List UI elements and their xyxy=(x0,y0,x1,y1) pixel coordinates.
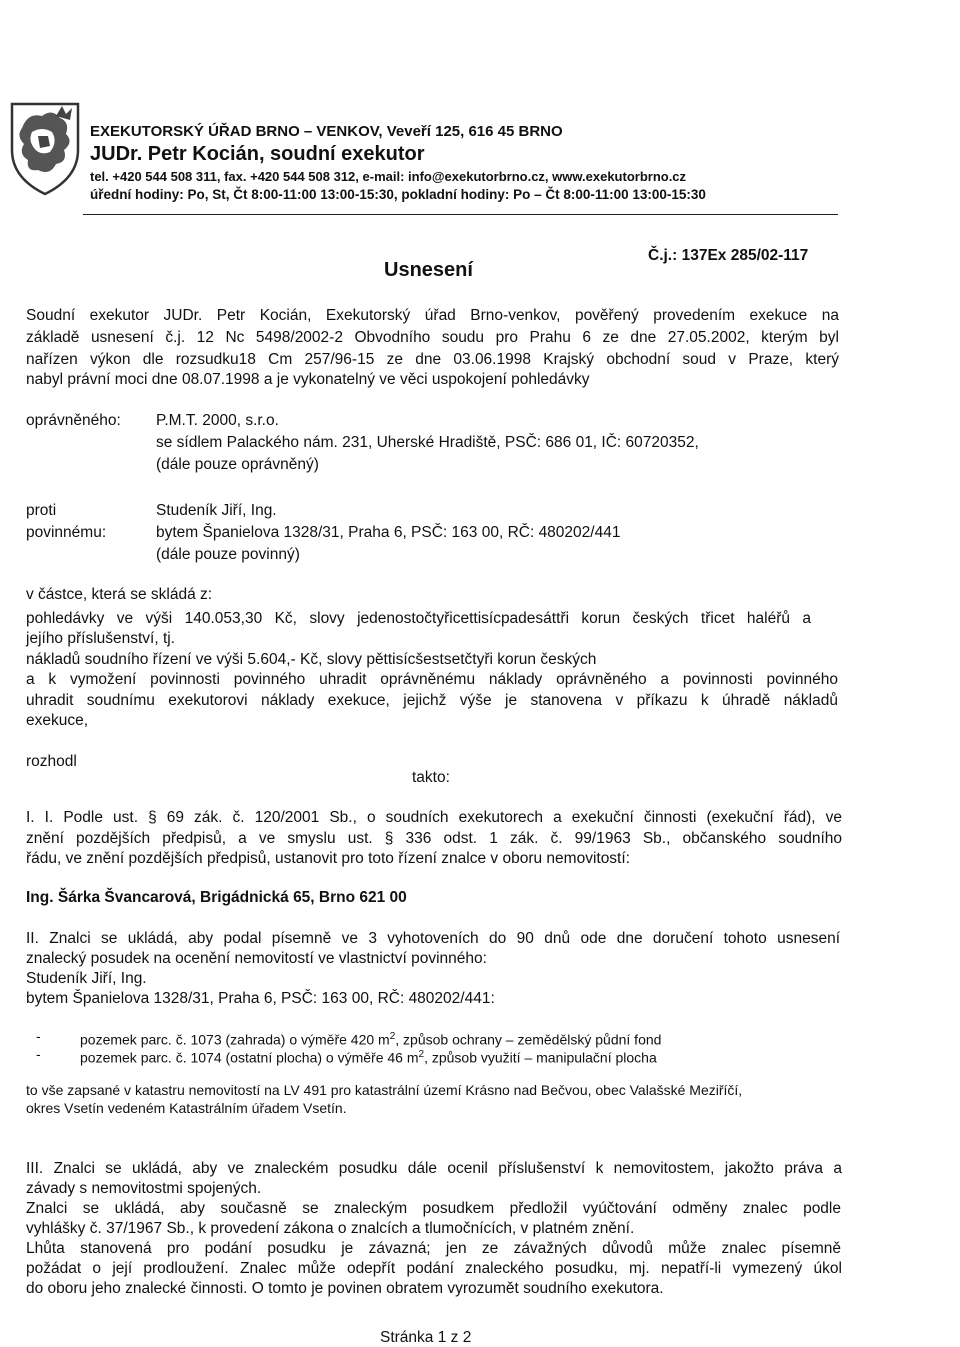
decided-text: rozhodl xyxy=(26,753,77,770)
debtor-line: bytem Španielova 1328/31, Praha 6, PSČ: 163 00, RČ: 480202/441 xyxy=(156,524,621,541)
intro-line: nabyl právní moci dne 08.07.1998 a je vykonatelný ve věci uspokojení pohledávky xyxy=(26,371,590,388)
case-value: 137Ex 285/02-117 xyxy=(681,247,809,264)
section1-line: znění pozdějších předpisů, a ve smyslu ust. § 336 odst. 1 zák. č. 99/1963 Sb., občanského soudního xyxy=(26,830,842,847)
section3-line: do oboru jeho znalecké činnosti. O tomto je povinen obratem vyrozumět soudního exekutora. xyxy=(26,1280,664,1297)
debtor-line: Studeník Jiří, Ing. xyxy=(156,502,277,519)
section3-line: požádat o její prodloužení. Znalec může odepřít podání znaleckého posudku, mj. nepatří-li vymezený úkol xyxy=(26,1260,842,1277)
case-number xyxy=(648,246,808,265)
section2-line: bytem Španielova 1328/31, Praha 6, PSČ: 163 00, RČ: 480202/441: xyxy=(26,990,495,1007)
creditor-label: oprávněného: xyxy=(26,412,121,429)
parcel-item: pozemek parc. č. 1073 (zahrada) o výměře 420 $m^2$, způsob ochrany – zemědělský půdní fond xyxy=(80,1031,662,1048)
section2-line: Studeník Jiří, Ing. xyxy=(26,970,147,987)
debtor-line: (dále pouze povinný) xyxy=(156,546,300,563)
registry-line: to vše zapsané v katastru nemovitostí na LV 491 pro katastrální území Krásno nad Bečvou, obec Valašské Meziříčí, xyxy=(26,1082,743,1098)
section3-line: III. Znalci se ukládá, aby ve znaleckém posudku dále ocenil příslušenství k nemovitostem, jakožto práva a xyxy=(26,1160,842,1177)
page-number: Stránka 1 z 2 xyxy=(380,1329,472,1346)
amount-line: pohledávky ve výši 140.053,30 Kč, slovy jedenostočtyřicettisícpadesáttři korun českých třicet haléřů a xyxy=(26,610,811,627)
takto-text: takto: xyxy=(412,769,450,786)
registry-line: okres Vsetín vedeném Katastrálním úřadem Vsetín. xyxy=(26,1100,347,1116)
expert-name: Ing. Šárka Švancarová, Brigádnická 65, Brno 621 00 xyxy=(26,889,407,906)
section2-line: II. Znalci se ukládá, aby podal písemně ve 3 vyhotoveních do 90 dnů ode dne doručení tohoto usnesení xyxy=(26,930,840,947)
intro-line: základě usnesení č.j. 12 Nc 5498/2002-2 Obvodního soudu pro Prahu 6 ze dne 27.05.2002, kterým byl xyxy=(26,329,839,346)
czech-lion-crest-icon xyxy=(8,98,82,198)
list-item-dash: - xyxy=(36,1046,41,1062)
case-label: Č.j.: xyxy=(648,247,678,264)
creditor-line: (dále pouze oprávněný) xyxy=(156,456,319,473)
debtor-label: proti xyxy=(26,502,57,519)
creditor-line: P.M.T. 2000, s.r.o. xyxy=(156,412,279,429)
amount-line: jejího příslušenství, tj. xyxy=(26,630,176,647)
intro-line: nařízen výkon dle rozsudku18 Cm 257/96-15 ze dne 03.06.1998 Krajský obchodní soud v Praze, který xyxy=(26,351,839,368)
list-item-dash: - xyxy=(36,1028,41,1044)
amount-line: exekuce, xyxy=(26,712,89,729)
amount-line: v částce, která se skládá z: xyxy=(26,586,213,603)
section3-line: závady s nemovitostmi spojených. xyxy=(26,1180,262,1197)
header-divider xyxy=(83,214,838,215)
section1-line: řádu, ve znění pozdějších předpisů, ustanovit pro toto řízení znalce v oboru nemovitostí: xyxy=(26,850,630,867)
amount-line: a k vymožení povinnosti povinného uhradit oprávněnému náklady oprávněného a povinnosti povinného xyxy=(26,671,838,688)
executor-name: JUDr. Petr Kocián, soudní exekutor xyxy=(90,143,425,165)
section2-line: znalecký posudek na ocenění nemovitostí ve vlastnictví povinného: xyxy=(26,950,487,967)
debtor-label: povinnému: xyxy=(26,524,107,541)
office-header: EXEKUTORSKÝ ÚŘAD BRNO – VENKOV, Veveří 125, 616 45 BRNO xyxy=(90,123,563,140)
section3-line: Lhůta stanovená pro podání posudku je závazná; jen ze závažných důvodů může znalec písemně xyxy=(26,1240,841,1257)
office-hours: úřední hodiny: Po, St, Čt 8:00-11:00 13:00-15:30, pokladní hodiny: Po – Čt 8:00-11:00 13:00-15:30 xyxy=(90,187,706,202)
contact-info: tel. +420 544 508 311, fax. +420 544 508 312, e-mail: info@exekutorbrno.cz, www.exekutorbrno.cz xyxy=(90,169,687,184)
document-title: Usnesení xyxy=(384,259,473,281)
intro-line: Soudní exekutor JUDr. Petr Kocián, Exekutorský úřad Brno-venkov, pověřený provedením exekuce na xyxy=(26,307,839,324)
amount-line: nákladů soudního řízení ve výši 5.604,- Kč, slovy pěttisícšestsetčtyři korun českých xyxy=(26,651,597,668)
amount-line: uhradit soudnímu exekutorovi náklady exekuce, jejichž výše je stanovena v příkazu k úhradě nákladů xyxy=(26,692,838,709)
section3-line: vyhlášky č. 37/1967 Sb., k provedení zákona o znalcích a tlumočnících, v platném znění. xyxy=(26,1220,635,1237)
section1-line: I. I. Podle ust. § 69 zák. č. 120/2001 Sb., o soudních exekutorech a exekuční činnosti (exekuční řád), ve xyxy=(26,809,842,826)
parcel-item: pozemek parc. č. 1074 (ostatní plocha) o výměře 46 $m^2$, způsob využití – manipulační plocha xyxy=(80,1049,657,1066)
creditor-line: se sídlem Palackého nám. 231, Uherské Hradiště, PSČ: 686 01, IČ: 60720352, xyxy=(156,434,699,451)
section3-line: Znalci se ukládá, aby současně se znaleckým posudkem předložil vyúčtování odměny znalec podle xyxy=(26,1200,841,1217)
